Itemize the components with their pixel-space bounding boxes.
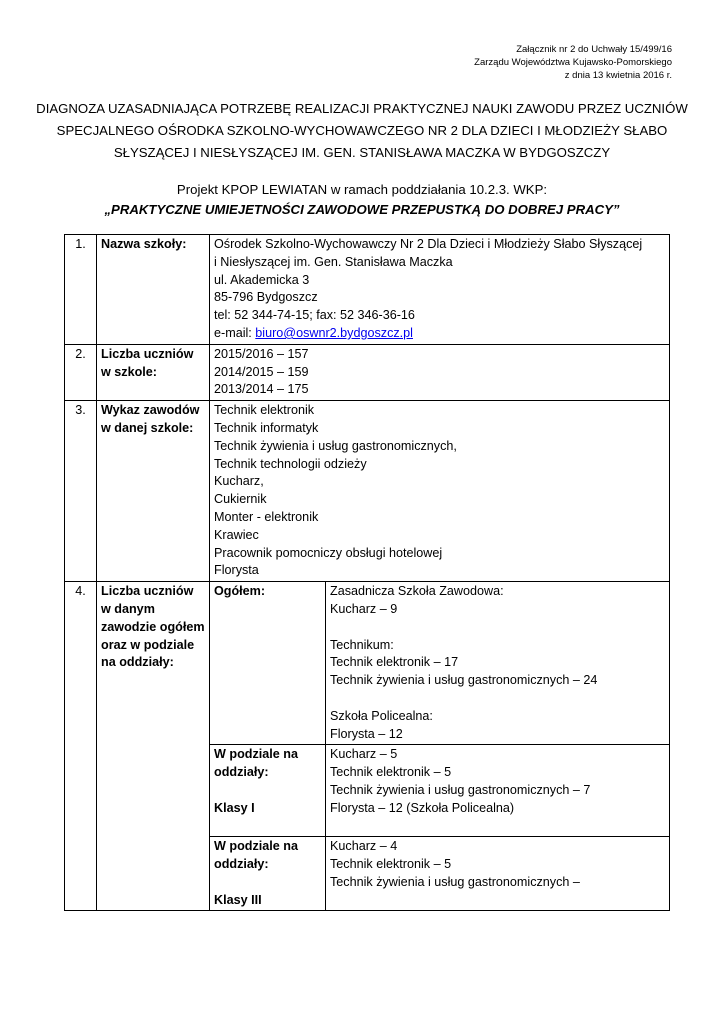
- title-line-1: DIAGNOZA UZASADNIAJĄCA POTRZEBĘ REALIZACJI PRAKTYCZNEJ NAUKI ZAWODU PRZEZ UCZNIÓW: [36, 101, 688, 116]
- attachment-line-3: z dnia 13 kwietnia 2016 r.: [564, 70, 672, 81]
- class-i-label-cell: [210, 745, 326, 837]
- policealna-count: Florysta – 12: [330, 726, 403, 741]
- profession-item: Technik informatyk: [214, 420, 319, 435]
- project-heading: [30, 180, 694, 220]
- profession-item: Krawiec: [214, 527, 259, 542]
- profession-item: Technik elektronik: [214, 403, 315, 418]
- class-count: Florysta – 12 (Szkoła Policealna): [330, 800, 515, 815]
- division-label: W podziale na oddziały:: [214, 747, 298, 780]
- policealna-title: Szkoła Policealna:: [330, 708, 433, 723]
- table-row: [65, 582, 670, 745]
- year-count: 2014/2015 – 159: [214, 364, 309, 379]
- table-row: [65, 344, 670, 400]
- profession-item: Technik żywienia i usług gastronomicznych,: [214, 438, 457, 453]
- table-row: [65, 401, 670, 582]
- zsz-title: Zasadnicza Szkoła Zawodowa:: [330, 584, 504, 599]
- row-number: 4.: [65, 582, 97, 911]
- project-slogan: „PRAKTYCZNE UMIEJETNOŚCI ZAWODOWE PRZEPUSTKĄ DO DOBREJ PRACY”: [104, 202, 620, 217]
- profession-item: Technik technologii odzieży: [214, 456, 367, 471]
- email-link[interactable]: biuro@oswnr2.bydgoszcz.pl: [255, 325, 413, 340]
- year-count: 2013/2014 – 175: [214, 382, 309, 397]
- row-number: 3.: [65, 401, 97, 582]
- total-cell: [326, 582, 670, 745]
- class-iii-cell: [326, 837, 670, 911]
- school-line: tel: 52 344-74-15; fax: 52 346-36-16: [214, 308, 415, 323]
- class-count: Technik elektronik – 5: [330, 857, 452, 872]
- profession-item: Pracownik pomocniczy obsługi hotelowej: [214, 545, 443, 560]
- class-count: Technik żywienia i usług gastronomicznych – 7: [330, 782, 591, 797]
- diagnosis-table: [64, 234, 670, 911]
- school-line: i Niesłyszącej im. Gen. Stanisława Maczka: [214, 254, 453, 269]
- attachment-line-1: Załącznik nr 2 do Uchwały 15/499/16: [516, 44, 672, 55]
- profession-item: Kucharz,: [214, 474, 264, 489]
- row-label: Liczba uczniów w danym zawodzie ogółem oraz w podziale na oddziały:: [97, 582, 210, 911]
- attachment-line-2: Zarządu Województwa Kujawsko-Pomorskiego: [474, 57, 672, 68]
- class-name: Klasy I: [214, 800, 255, 815]
- class-name: Klasy III: [214, 892, 262, 907]
- row-label: Liczba uczniów w szkole:: [97, 344, 210, 400]
- technikum-count: Technik elektronik – 17: [330, 655, 459, 670]
- class-count: Kucharz – 4: [330, 839, 398, 854]
- zsz-count: Kucharz – 9: [330, 601, 398, 616]
- school-line: Ośrodek Szkolno-Wychowawczy Nr 2 Dla Dzieci i Młodzieży Słabo Słyszącej: [214, 237, 643, 251]
- class-count: Technik żywienia i usług gastronomicznych –: [330, 874, 580, 889]
- title-line-2: SPECJALNEGO OŚRODKA SZKOLNO-WYCHOWAWCZEGO NR 2 DLA DZIECI I MŁODZIEŻY SŁABO: [56, 123, 668, 138]
- attachment-note: [474, 43, 672, 82]
- year-count: 2015/2016 – 157: [214, 346, 309, 361]
- row-number: 2.: [65, 344, 97, 400]
- division-label: W podziale na oddziały:: [214, 839, 298, 872]
- table-row: [65, 235, 670, 345]
- email-prefix: e-mail:: [214, 325, 256, 340]
- title-line-3: SŁYSZĄCEJ I NIESŁYSZĄCEJ IM. GEN. STANISŁAWA MACZKA W BYDGOSZCZY: [113, 145, 611, 160]
- class-count: Technik elektronik – 5: [330, 765, 452, 780]
- school-line: 85-796 Bydgoszcz: [214, 290, 318, 305]
- professions-cell: [210, 401, 670, 582]
- profession-item: Monter - elektronik: [214, 509, 319, 524]
- row-number: 1.: [65, 235, 97, 345]
- project-line: Projekt KPOP LEWIATAN w ramach poddziałania 10.2.3. WKP:: [176, 182, 548, 197]
- email-line: [214, 325, 665, 343]
- profession-item: Florysta: [214, 563, 259, 578]
- technikum-title: Technikum:: [330, 637, 394, 652]
- row-label: Wykaz zawodów w danej szkole:: [97, 401, 210, 582]
- class-count: Kucharz – 5: [330, 747, 398, 762]
- class-iii-label-cell: [210, 837, 326, 911]
- technikum-count: Technik żywienia i usług gastronomicznych – 24: [330, 673, 598, 688]
- profession-item: Cukiernik: [214, 492, 267, 507]
- total-label: Ogółem:: [210, 582, 326, 745]
- document-title: [30, 98, 694, 164]
- student-count-cell: [210, 344, 670, 400]
- class-i-cell: [326, 745, 670, 837]
- row-label: Nazwa szkoły:: [97, 235, 210, 345]
- school-name-cell: [210, 235, 670, 345]
- school-line: ul. Akademicka 3: [214, 272, 310, 287]
